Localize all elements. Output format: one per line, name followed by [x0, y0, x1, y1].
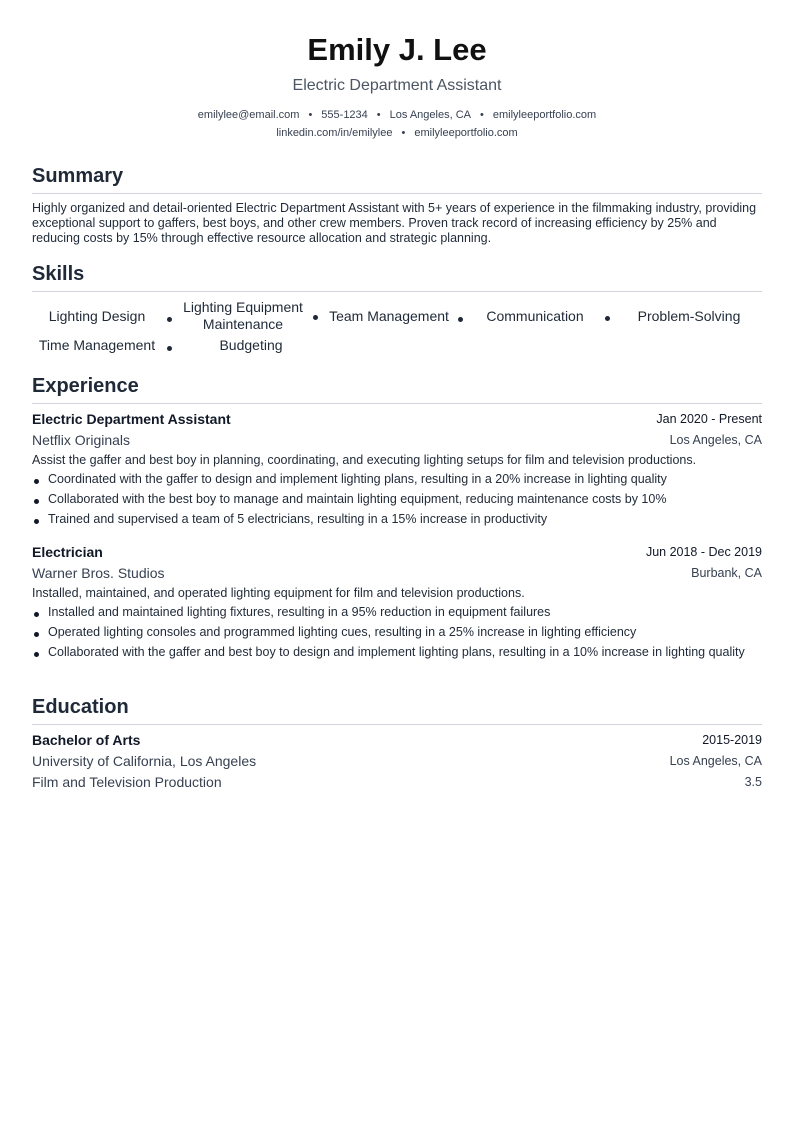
gpa: 3.5 — [744, 775, 762, 789]
skill-separator-dot — [167, 317, 172, 322]
candidate-headline: Electric Department Assistant — [292, 77, 502, 94]
bullet-dot-icon — [34, 519, 39, 524]
skill-item: Lighting Equipment Maintenance — [183, 299, 303, 332]
summary-text: Highly organized and detail-oriented Electric Department Assistant with 5+ years of experience in the filmmaking industry, providing exceptional support to gaffers, best boys, and other crew members. Proven track record of increasing efficiency by 25% and reducing costs by 15% through effective resource allocation and strategic planning. — [32, 201, 757, 245]
separator-dot-icon: • — [401, 127, 406, 139]
skill-item: Lighting Design — [48, 308, 146, 324]
school-location: Los Angeles, CA — [669, 754, 762, 768]
skill-item: Communication — [486, 308, 584, 324]
contact-line-1 — [0, 108, 794, 122]
contact-portfolio[interactable]: emilyleeportfolio.com — [492, 109, 597, 121]
skill-separator-dot — [313, 315, 318, 320]
school-row — [32, 753, 762, 770]
contact-email[interactable]: emilylee@email.com — [197, 109, 300, 121]
skill-separator-dot — [605, 316, 610, 321]
bullet-text: Operated lighting consoles and programmed lighting cues, resulting in a 25% increase in lighting efficiency — [48, 625, 637, 639]
summary-heading: Summary — [32, 164, 762, 194]
job-description: Installed, maintained, and operated lighting equipment for film and television productions. — [32, 586, 525, 600]
contact-portfolio-2[interactable]: emilyleeportfolio.com — [414, 127, 518, 139]
skill-item: Time Management — [38, 337, 156, 353]
job-title: Electric Department Assistant — [32, 411, 231, 427]
education-dates: 2015-2019 — [702, 733, 762, 747]
job-title-row — [32, 411, 762, 428]
bullet-text: Installed and maintained lighting fixtures, resulting in a 95% reduction in equipment failures — [48, 605, 551, 619]
job-company: Warner Bros. Studios — [32, 565, 165, 581]
job-location: Burbank, CA — [691, 566, 762, 580]
degree-row — [32, 732, 762, 749]
job-title-row — [32, 544, 762, 561]
bullet-text: Collaborated with the gaffer and best boy to design and implement lighting plans, resulting in a 10% increase in lighting quality — [48, 645, 745, 659]
contact-line-2 — [0, 126, 794, 140]
bullet-text: Trained and supervised a team of 5 electricians, resulting in a 15% increase in productivity — [48, 512, 548, 526]
contact-phone[interactable]: 555-1234 — [321, 109, 368, 121]
contact-location: Los Angeles, CA — [389, 109, 471, 121]
skills-heading: Skills — [32, 262, 762, 292]
school: University of California, Los Angeles — [32, 753, 257, 769]
job-company: Netflix Originals — [32, 432, 131, 448]
bullet-text: Coordinated with the gaffer to design and implement lighting plans, resulting in a 20% increase in lighting quality — [48, 472, 667, 486]
job-dates: Jan 2020 - Present — [656, 412, 762, 426]
bullet-dot-icon — [34, 632, 39, 637]
job-description: Assist the gaffer and best boy in planning, coordinating, and executing lighting setups for film and television productions. — [32, 453, 697, 467]
bullet-text: Collaborated with the best boy to manage and maintain lighting equipment, reducing maintenance costs by 10% — [48, 492, 667, 506]
separator-dot-icon: • — [376, 109, 381, 121]
job-company-row — [32, 432, 762, 449]
education-heading: Education — [32, 695, 762, 725]
skill-item: Budgeting — [219, 337, 283, 353]
contact-linkedin[interactable]: linkedin.com/in/emilylee — [276, 127, 393, 139]
bullet-dot-icon — [34, 652, 39, 657]
separator-dot-icon: • — [308, 109, 313, 121]
field-row — [32, 774, 762, 791]
skill-item: Problem-Solving — [637, 308, 741, 324]
bullet-dot-icon — [34, 499, 39, 504]
job-dates: Jun 2018 - Dec 2019 — [645, 545, 762, 559]
job-title: Electrician — [32, 544, 103, 560]
skill-item: Team Management — [329, 308, 449, 324]
candidate-name: Emily J. Lee — [307, 32, 487, 67]
bullet-dot-icon — [34, 612, 39, 617]
job-location: Los Angeles, CA — [669, 433, 762, 447]
job-company-row — [32, 565, 762, 582]
degree: Bachelor of Arts — [32, 732, 141, 748]
separator-dot-icon: • — [480, 109, 484, 121]
skill-separator-dot — [458, 317, 463, 322]
field-of-study: Film and Television Production — [32, 774, 222, 790]
skill-separator-dot — [167, 346, 172, 351]
bullet-dot-icon — [34, 479, 39, 484]
experience-heading: Experience — [32, 374, 762, 404]
